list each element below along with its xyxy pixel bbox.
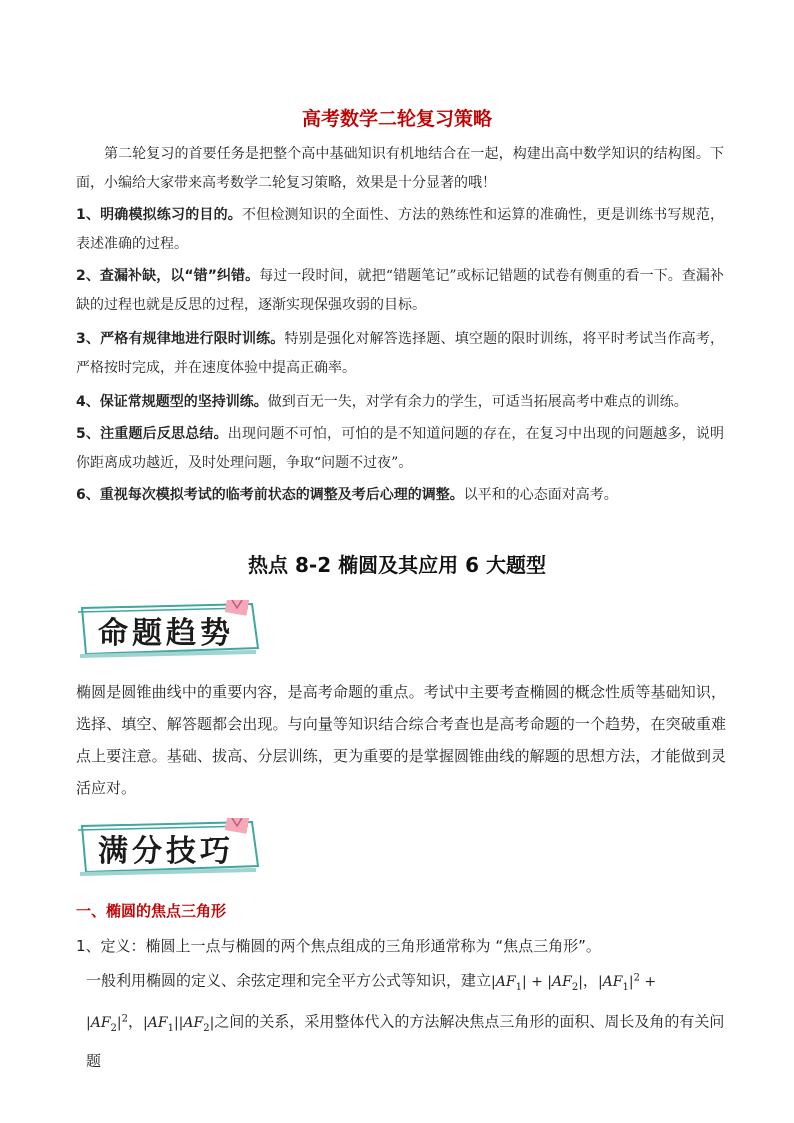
strategy-6 xyxy=(76,481,724,510)
detail-prefix: 一般利用椭圆的定义、余弦定理和完全平方公式等知识，建立 xyxy=(86,971,492,990)
trend-paragraph: 椭圆是圆锥曲线中的重要内容，是高考命题的重点。考试中主要考查椭圆的概念性质等基础知识，选择、填空、解答题都会出现。与向量等知识结合综合考查也是高考命题的一个趋势，在突破重难点上要注意。基础、拔高、分层训练，更为重要的是掌握圆锥曲线的解题的思想方法，才能做到灵活应对。 xyxy=(76,683,726,797)
skills-banner xyxy=(76,818,262,876)
formula-product: $|AF_1||AF_2|$ xyxy=(143,1015,215,1034)
detail-suffix: 之间的关系，采用整体代入的方法解决焦点三角形的面积、周长及角的有关问题 xyxy=(86,1013,725,1070)
detail-paragraph: 一般利用椭圆的定义、余弦定理和完全平方公式等知识，建立$|AF_1| + |AF_2|$，$|AF_1|^2 + |AF_2|^2$，$|AF_1||AF_2|$之间的关系，采用整体代入的方法解决焦点三角形的面积、周长及角的有关问题 xyxy=(86,971,725,1070)
strategy-6-body: 以平和的心态面对高考。 xyxy=(463,487,618,503)
strategy-3-body: 特别是强化对解答选择题、填空题的限时训练，将平时考试当作高考，严格按时完成，并在速度体验中提高正确率。 xyxy=(76,331,724,376)
formula-squares: $|AF_1|^2 + |AF_2|^2$ xyxy=(86,972,657,1034)
strategy-1 xyxy=(76,201,724,259)
strategy-6-head: 6、重视每次模拟考试的临考前状态的调整及考后心理的调整。 xyxy=(76,487,464,503)
hot-topic-title: 热点 8-2 椭圆及其应用 6 大题型 xyxy=(248,553,546,577)
strategy-4-head: 4、保证常规题型的坚持训练。 xyxy=(76,394,268,410)
strategy-2 xyxy=(76,262,724,320)
strategy-4 xyxy=(76,388,724,417)
strategy-1-head: 1、明确模拟练习的目的。 xyxy=(76,207,242,223)
strategy-2-head: 2、查漏补缺，以“错”纠错。 xyxy=(76,268,260,284)
document-title: 高考数学二轮复习策略 xyxy=(301,108,492,130)
strategy-3-head: 3、严格有规律地进行限时训练。 xyxy=(76,331,285,347)
skills-banner-label: 满分技巧 xyxy=(98,834,234,869)
trend-banner-label: 命题趋势 xyxy=(98,616,234,651)
strategy-5-head: 5、注重题后反思总结。 xyxy=(76,426,228,442)
section-1-title: 一、椭圆的焦点三角形 xyxy=(76,902,227,920)
intro-paragraph: 第二轮复习的首要任务是把整个高中基础知识有机地结合在一起，构建出高中数学知识的结构图。下面，小编给大家带来高考数学二轮复习策略，效果是十分显著的哦！ xyxy=(76,146,724,191)
strategy-4-body: 做到百无一失，对学有余力的学生，可适当拓展高考中难点的训练。 xyxy=(267,394,688,410)
strategy-3 xyxy=(76,325,724,383)
formula-sum: $|AF_1| + |AF_2|$ xyxy=(491,973,583,993)
definition-line: 1、定义：椭圆上一点与椭圆的两个焦点组成的三角形通常称为 “焦点三角形”。 xyxy=(76,937,601,955)
strategy-5-body: 出现问题不可怕，可怕的是不知道问题的存在，在复习中出现的问题越多，说明你距离成功越近，及时处理问题，争取“问题不过夜”。 xyxy=(76,426,724,471)
strategy-2-body: 每过一段时间，就把“错题笔记”或标记错题的试卷有侧重的看一下。查漏补缺的过程也就是反思的过程，逐渐实现保强攻弱的目标。 xyxy=(76,268,724,313)
strategy-1-body: 不但检测知识的全面性、方法的熟练性和运算的准确性，更是训练书写规范，表述准确的过程。 xyxy=(76,207,725,252)
trend-banner xyxy=(76,600,262,658)
strategy-5 xyxy=(76,420,724,478)
